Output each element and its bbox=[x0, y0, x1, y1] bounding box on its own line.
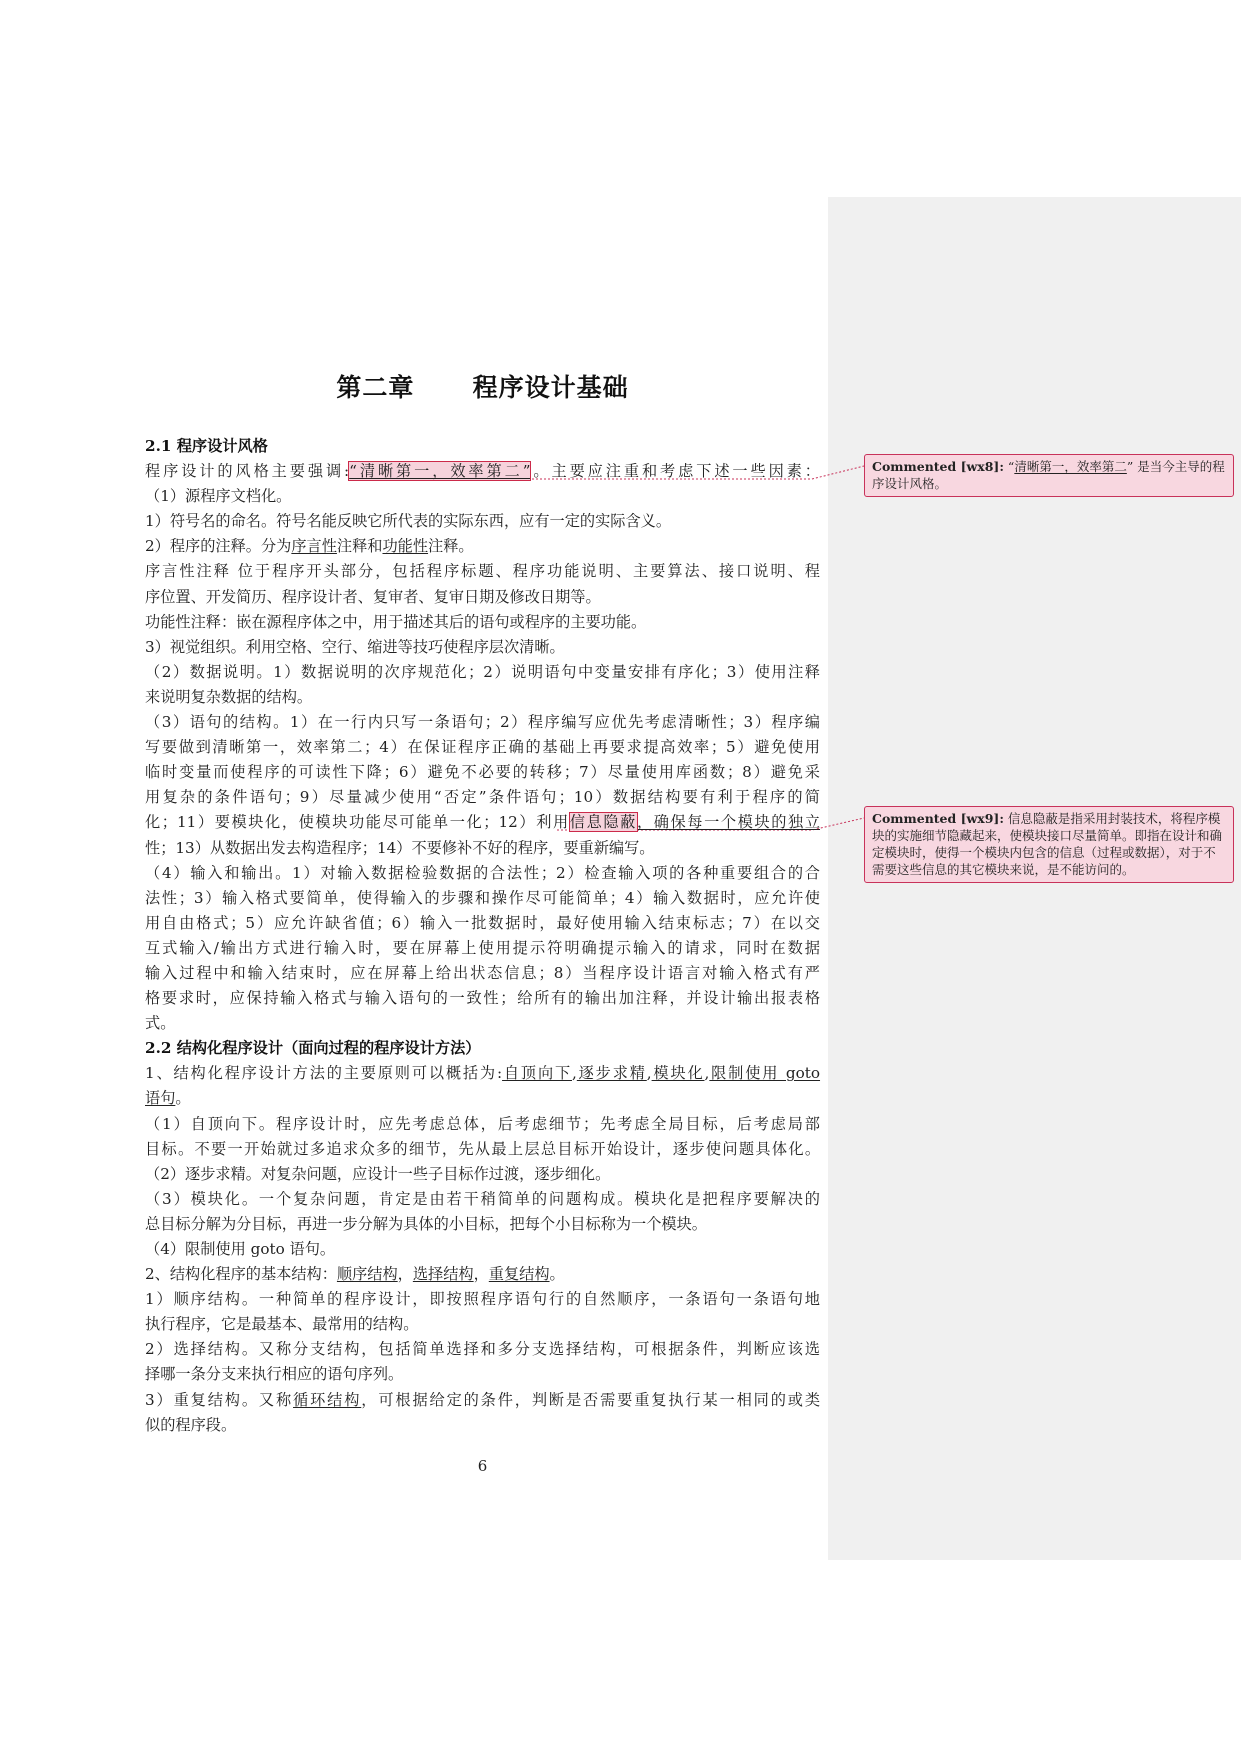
paragraph-line: （4）限制使用 goto 语句。 bbox=[145, 1240, 336, 1258]
tracked-insertion: 选择结构 bbox=[412, 1265, 474, 1284]
tracked-insertion: 语句 bbox=[145, 1089, 176, 1108]
paragraph-line: （2）数据说明。1）数据说明的次序规范化；2）说明语句中变量安排有序化；3）使用注释 bbox=[145, 662, 820, 681]
paragraph-line: （3）模块化。一个复杂问题，肯定是由若干稍简单的问题构成。模块化是把程序要解决的 bbox=[145, 1189, 820, 1208]
paragraph-line: 用自由格式；5）应允许缺省值；6）输入一批数据时，最好使用输入结束标志；7）在以交 bbox=[145, 913, 820, 932]
paragraph-line: 功能性注释：嵌在源程序体之中，用于描述其后的语句或程序的主要功能。 bbox=[145, 612, 647, 631]
tracked-insertion: 自顶向下 bbox=[502, 1064, 572, 1083]
paragraph-line: 临时变量而使程序的可读性下降；6）避免不必要的转移；7）尽量使用库函数；8）避免采 bbox=[145, 763, 820, 782]
comment-author: Commented [wx9]: bbox=[872, 811, 1004, 826]
section-heading: 2.1 程序设计风格 bbox=[145, 437, 268, 455]
comment-anchor-wx9[interactable]: 信息隐蔽 bbox=[569, 813, 637, 832]
paragraph-line: 总目标分解为分目标，再进一步分解为具体的小目标，把每个小目标称为一个模块。 bbox=[145, 1214, 707, 1233]
paragraph-line: 程序设计的风格主要强调:“清晰第一，效率第二”。主要应注重和考虑下述一些因素： bbox=[145, 462, 820, 481]
tracked-insertion: 序言性 bbox=[291, 537, 337, 556]
paragraph-line: 1）符号名的命名。符号名能反映它所代表的实际东西，应有一定的实际含义。 bbox=[145, 512, 672, 531]
tracked-insertion: 循环结构 bbox=[293, 1390, 362, 1409]
tracked-insertion: 模块化 bbox=[651, 1064, 705, 1083]
tracked-insertion: 功能性 bbox=[382, 537, 429, 556]
paragraph-line: 序言性注释 位于程序开头部分，包括程序标题、程序功能说明、主要算法、接口说明、程 bbox=[145, 562, 820, 581]
chapter-title: 第二章 程序设计基础 bbox=[336, 373, 629, 402]
paragraph-line: 执行程序，它是最基本、最常用的结构。 bbox=[145, 1315, 419, 1334]
comment-balloon-wx8[interactable]: Commented [wx8]: “清晰第一，效率第二” 是当今主导的程序设计风格。 bbox=[864, 454, 1234, 497]
document-text bbox=[145, 434, 820, 1438]
paragraph-line: 化；11）要模块化，使模块功能尽可能单一化；12）利用信息隐蔽，确保每一个模块的独立 bbox=[145, 813, 821, 832]
tracked-insertion: 重复结构 bbox=[488, 1265, 550, 1284]
paragraph-line: （2）逐步求精。对复杂问题，应设计一些子目标作过渡，逐步细化。 bbox=[145, 1164, 611, 1183]
paragraph-line: 1、结构化程序设计方法的主要原则可以概括为:自顶向下,逐步求精,模块化,限制使用 goto bbox=[145, 1064, 821, 1083]
paragraph-line: 写要做到清晰第一，效率第二；4）在保证程序正确的基础上再要求提高效率；5）避免使用 bbox=[145, 738, 820, 757]
paragraph-line: 2、结构化程序的基本结构：顺序结构，选择结构，重复结构。 bbox=[145, 1265, 565, 1284]
comment-author: Commented [wx8]: bbox=[872, 459, 1004, 474]
paragraph-line: 序位置、开发简历、程序设计者、复审者、复审日期及修改日期等。 bbox=[145, 587, 601, 606]
paragraph-line: 式。 bbox=[145, 1014, 176, 1033]
paragraph-line: 3）视觉组织。利用空格、空行、缩进等技巧使程序层次清晰。 bbox=[145, 637, 565, 656]
paragraph-line: 用复杂的条件语句；9）尽量减少使用“否定”条件语句；10）数据结构要有利于程序的简 bbox=[145, 788, 820, 807]
paragraph-line: 2）程序的注释。分为序言性注释和功能性注释。 bbox=[145, 537, 474, 556]
paragraph-line: 目标。不要一开始就过多追求众多的细节，先从最上层总目标开始设计，逐步使问题具体化。 bbox=[145, 1139, 820, 1158]
paragraph-line: （1）源程序文档化。 bbox=[145, 487, 292, 506]
paragraph-line: 来说明复杂数据的结构。 bbox=[145, 687, 313, 706]
paragraph-line: 格要求时，应保持输入格式与输入语句的一致性；给所有的输出加注释，并设计输出报表格 bbox=[145, 989, 820, 1008]
paragraph-line: 法性；3）输入格式要简单，使得输入的步骤和操作尽可能简单；4）输入数据时，应允许使 bbox=[145, 888, 820, 907]
paragraph-line: 性；13）从数据出发去构造程序；14）不要修补不好的程序，要重新编写。 bbox=[145, 838, 655, 857]
comment-balloon-wx9[interactable]: Commented [wx9]: 信息隐蔽是指采用封装技术，将程序模块的实施细节隐藏起来，使模块接口尽量简单。即指在设计和确定模块时，使得一个模块内包含的信息（过程或数据），对于不需要这些信息的其它模块来说，是不能访问的。 bbox=[864, 806, 1234, 883]
paragraph-line: 择哪一条分支来执行相应的语句序列。 bbox=[145, 1365, 404, 1384]
paragraph-line: （4）输入和输出。1）对输入数据检验数据的合法性；2）检查输入项的各种重要组合的合 bbox=[145, 863, 820, 882]
paragraph-line: 3）重复结构。又称循环结构，可根据给定的条件，判断是否需要重复执行某一相同的或类 bbox=[145, 1390, 821, 1409]
paragraph-line: 互式输入/输出方式进行输入时，要在屏幕上使用提示符明确提示输入的请求，同时在数据 bbox=[145, 938, 820, 957]
tracked-insertion: 逐步求精 bbox=[576, 1064, 647, 1083]
paragraph-line: （1）自顶向下。程序设计时，应先考虑总体，后考虑细节；先考虑全局目标，后考虑局部 bbox=[145, 1114, 820, 1133]
paragraph-line: 1）顺序结构。一种简单的程序设计，即按照程序语句行的自然顺序，一条语句一条语句地 bbox=[145, 1290, 820, 1309]
page-number: 6 bbox=[477, 1457, 488, 1475]
paragraph-line: 似的程序段。 bbox=[145, 1415, 237, 1434]
paragraph-line: 2）选择结构。又称分支结构，包括简单选择和多分支选择结构，可根据条件，判断应该选 bbox=[145, 1340, 820, 1359]
tracked-insertion: 顺序结构 bbox=[336, 1265, 398, 1284]
paragraph-line: （3）语句的结构。1）在一行内只写一条语句；2）程序编写应优先考虑清晰性；3）程序编 bbox=[145, 713, 820, 732]
comment-anchor-wx8[interactable]: “清晰第一，效率第二” bbox=[349, 462, 531, 481]
paragraph-line: 输入过程中和输入结束时，应在屏幕上给出状态信息；8）当程序设计语言对输入格式有严 bbox=[145, 963, 820, 982]
section-heading: 2.2 结构化程序设计（面向过程的程序设计方法） bbox=[145, 1039, 481, 1058]
paragraph-line: 语句。 bbox=[145, 1089, 191, 1108]
tracked-insertion: 限制使用 goto bbox=[709, 1064, 821, 1083]
